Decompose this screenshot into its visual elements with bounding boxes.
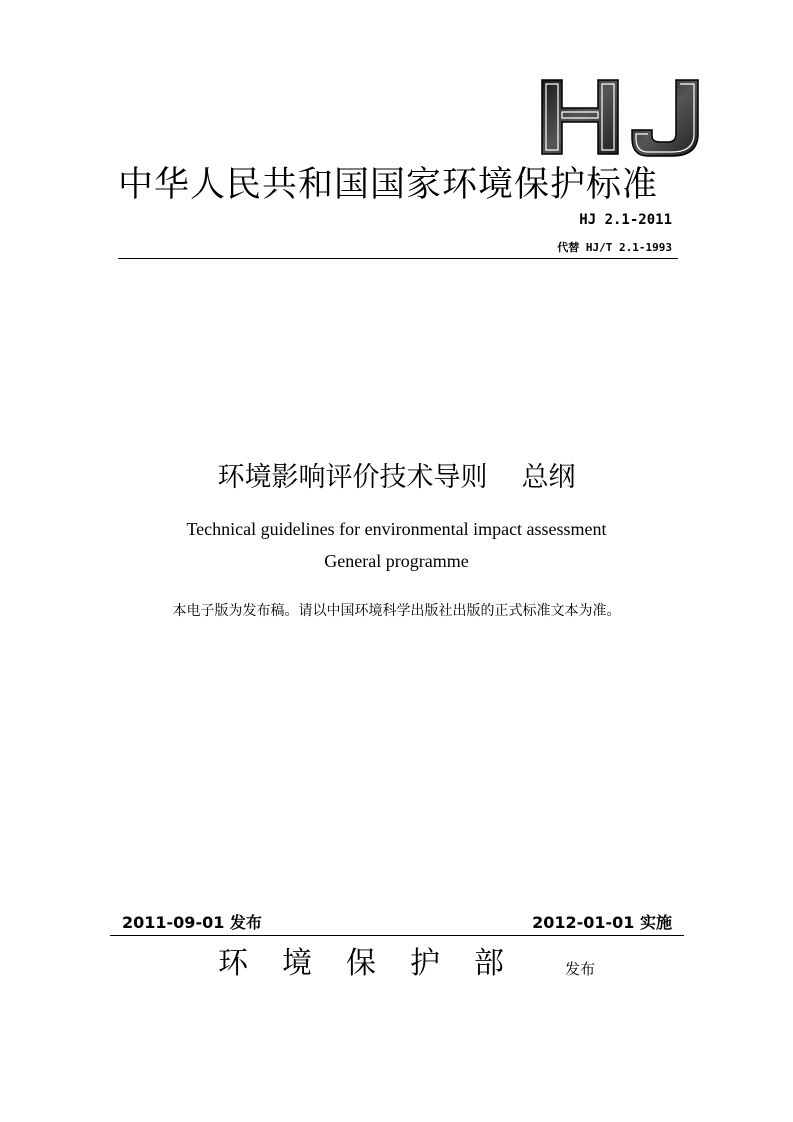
hj-logo (536, 76, 706, 158)
publisher-name: 环境保护部 (218, 946, 538, 981)
header-rule (118, 258, 678, 259)
standard-code: HJ 2.1-2011 (579, 212, 672, 228)
footer-rule (110, 935, 684, 936)
national-standard-heading: 中华人民共和国国家环境保护标准 (118, 165, 659, 205)
document-title-en-line1: Technical guidelines for environmental impact assessment (186, 519, 607, 539)
publisher-suffix: 发布 (565, 960, 596, 978)
logo-letter-j (632, 80, 698, 156)
effective-date: 2012-01-01 实施 (532, 913, 672, 932)
title-cn-sub: 总纲 (521, 462, 576, 493)
title-cn-main: 环境影响评价技术导则 (217, 462, 488, 493)
replaces-standard: 代替 HJ/T 2.1-1993 (557, 241, 672, 254)
electronic-version-notice: 本电子版为发布稿。请以中国环境科学出版社出版的正式标准文本为准。 (172, 603, 621, 619)
document-title-en-line2: General programme (324, 551, 469, 571)
issue-date: 2011-09-01 发布 (122, 913, 262, 932)
document-title-cn (0, 458, 793, 498)
logo-letter-h (542, 80, 618, 154)
